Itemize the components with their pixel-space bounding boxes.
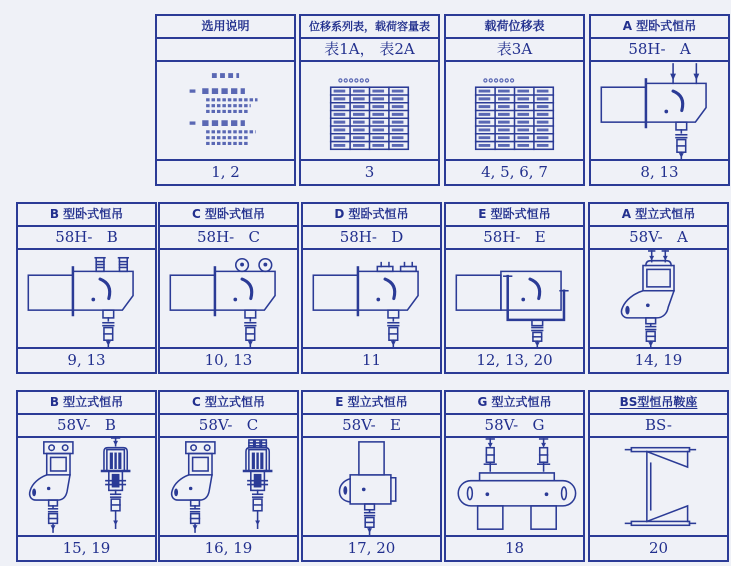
cell-page-numbers: 18 <box>446 535 583 560</box>
cell-table-label: 表1A， 表2A <box>301 39 438 62</box>
cell-bs-saddle <box>588 390 729 562</box>
horizontal-hanger-c-drawing <box>160 250 297 347</box>
cell-title: A 型立式恒吊 <box>590 204 727 227</box>
cell-drawing-area <box>446 438 583 535</box>
cell-model-code: 58H- B <box>18 227 155 250</box>
cell-58h-c <box>158 202 299 374</box>
horizontal-hanger-e-drawing <box>446 250 583 347</box>
cell-title: A 型卧式恒吊 <box>591 16 728 39</box>
cell-drawing-area <box>157 62 294 159</box>
cell-58h-b <box>16 202 157 374</box>
vertical-hanger-g-drawing <box>446 438 583 535</box>
cell-58v-b <box>16 390 157 562</box>
cell-title: C 型卧式恒吊 <box>160 204 297 227</box>
cell-title: G 型立式恒吊 <box>446 392 583 415</box>
cell-title: B 型立式恒吊 <box>18 392 155 415</box>
cell-page-numbers: 15, 19 <box>18 535 155 560</box>
cell-title: D 型卧式恒吊 <box>303 204 440 227</box>
cell-model-code: BS- <box>590 415 727 438</box>
cell-title: C 型立式恒吊 <box>160 392 297 415</box>
cell-drawing-area <box>590 250 727 347</box>
cell-page-numbers: 16, 19 <box>160 535 297 560</box>
cell-58h-d <box>301 202 442 374</box>
cell-title: BS型恒吊鞍座 <box>590 392 727 415</box>
cell-model-code: 58H- D <box>303 227 440 250</box>
cell-title: 选用说明 <box>157 16 294 39</box>
cell-model-code: 58V- E <box>303 415 440 438</box>
cell-model-code: 58H- C <box>160 227 297 250</box>
cell-drawing-area <box>590 438 727 535</box>
cell-drawing-area <box>446 62 583 159</box>
cell-title: 位移系列表，载荷容量表 <box>301 16 438 39</box>
cell-drawing-area <box>301 62 438 159</box>
cell-58v-e <box>301 390 442 562</box>
cell-model-code: 58V- G <box>446 415 583 438</box>
horizontal-hanger-d-drawing <box>303 250 440 347</box>
cell-model-code: 58V- C <box>160 415 297 438</box>
cell-drawing-area <box>160 250 297 347</box>
notes-text-drawing <box>157 62 294 159</box>
vertical-hanger-c-drawing <box>160 438 297 535</box>
cell-model-code: 58V- B <box>18 415 155 438</box>
cell-model-code <box>157 39 294 62</box>
vertical-hanger-e-drawing <box>303 438 440 535</box>
cell-page-numbers: 12, 13, 20 <box>446 347 583 372</box>
vertical-hanger-b-drawing <box>18 438 155 535</box>
cell-58v-c <box>158 390 299 562</box>
cell-page-numbers: 9, 13 <box>18 347 155 372</box>
cell-drawing-area <box>18 438 155 535</box>
cell-title: B 型卧式恒吊 <box>18 204 155 227</box>
cell-page-numbers: 10, 13 <box>160 347 297 372</box>
cell-model-code: 58H- A <box>591 39 728 62</box>
cell-page-numbers: 17, 20 <box>303 535 440 560</box>
cell-drawing-area <box>303 438 440 535</box>
cell-page-numbers: 8, 13 <box>591 159 728 184</box>
cell-model-code: 58V- A <box>590 227 727 250</box>
horizontal-hanger-a-drawing <box>591 62 728 159</box>
vertical-hanger-a-drawing <box>590 250 727 347</box>
cell-model-code: 58H- E <box>446 227 583 250</box>
cell-title: E 型卧式恒吊 <box>446 204 583 227</box>
cell-table-label: 表3A <box>446 39 583 62</box>
cell-page-numbers: 20 <box>590 535 727 560</box>
mini-table-drawing <box>301 62 438 159</box>
cell-58v-g <box>444 390 585 562</box>
cell-table-3a <box>444 14 585 186</box>
cell-table-1a-2a <box>299 14 440 186</box>
cell-58h-a <box>589 14 730 186</box>
cell-58h-e <box>444 202 585 374</box>
cell-drawing-area <box>160 438 297 535</box>
saddle-bracket-drawing <box>590 438 727 535</box>
cell-page-numbers: 11 <box>303 347 440 372</box>
cell-drawing-area <box>446 250 583 347</box>
cell-drawing-area <box>18 250 155 347</box>
cell-page-numbers: 14, 19 <box>590 347 727 372</box>
cell-page-numbers: 4, 5, 6, 7 <box>446 159 583 184</box>
cell-page-numbers: 1, 2 <box>157 159 294 184</box>
horizontal-hanger-b-drawing <box>18 250 155 347</box>
cell-drawing-area <box>303 250 440 347</box>
mini-table-drawing <box>446 62 583 159</box>
cell-title: 载荷位移表 <box>446 16 583 39</box>
cell-selection-notes <box>155 14 296 186</box>
cell-drawing-area <box>591 62 728 159</box>
cell-page-numbers: 3 <box>301 159 438 184</box>
cell-title: E 型立式恒吊 <box>303 392 440 415</box>
cell-58v-a <box>588 202 729 374</box>
